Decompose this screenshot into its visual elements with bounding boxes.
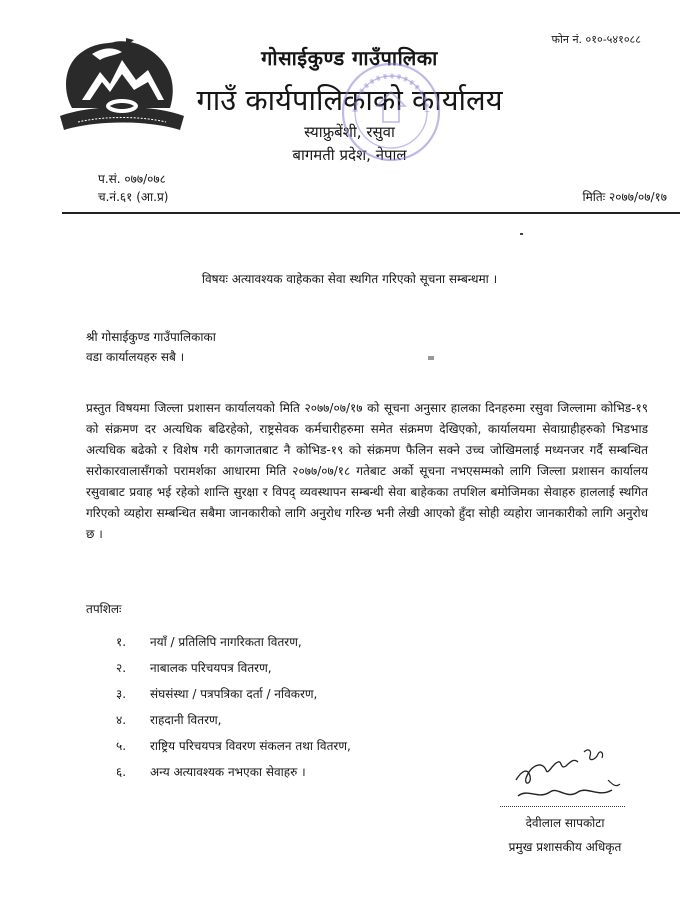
- dispatch-number: च.नं.६१ (आ.प्र): [98, 190, 169, 204]
- list-item: [116, 684, 351, 710]
- list-item-number: ६.: [116, 765, 127, 779]
- list-item-text: राहदानी वितरण,: [150, 713, 222, 727]
- office-seal-stamp: [337, 58, 445, 166]
- letter-date: मितिः २०७७/०७/१७: [582, 190, 667, 204]
- list-item: [116, 632, 351, 658]
- list-item-text: नयाँ / प्रतिलिपि नागरिकता वितरण,: [150, 635, 302, 649]
- header-divider: [62, 212, 680, 214]
- list-title: तपशिलः: [86, 602, 122, 616]
- office-title: गाउँ कार्यपालिकाको कार्यालय: [196, 83, 503, 117]
- list-item-text: अन्य अत्यावश्यक नभएका सेवाहरु ।: [150, 765, 306, 779]
- service-list: [116, 632, 351, 788]
- address-line-1: स्याफ्रुबेंशी, रसुवा: [304, 123, 395, 141]
- office-name: गोसाईकुण्ड गाउँपालिका: [261, 46, 438, 70]
- handwritten-signature: [508, 740, 628, 810]
- letter-number: प.सं. ०७७/०७८: [98, 172, 166, 186]
- subject-line: विषयः अत्यावश्यक वाहेकका सेवा स्थगित गरिएको सूचना सम्बन्धमा ।: [201, 272, 498, 286]
- list-item: [116, 658, 351, 684]
- list-item: [116, 736, 351, 762]
- list-item-text: संघसंस्था / पत्रपत्रिका दर्ता / नविकरण,: [150, 687, 318, 701]
- list-item: [116, 762, 351, 788]
- recipient-line-1: श्री गोसाईकुण्ड गाउँपालिकाका: [86, 330, 216, 344]
- list-item-text: राष्ट्रिय परिचयपत्र विवरण संकलन तथा वितरण,: [150, 739, 351, 753]
- signature-line: [500, 806, 625, 807]
- signer-name: देवीलाल सापकोटा: [525, 816, 605, 830]
- list-item-text: नाबालक परिचयपत्र वितरण,: [150, 661, 272, 675]
- signer-title: प्रमुख प्रशासकीय अधिकृत: [508, 840, 622, 854]
- address-line-2: बागमती प्रदेश, नेपाल: [292, 146, 407, 164]
- list-item: [116, 710, 351, 736]
- list-item-number: ५.: [116, 739, 127, 753]
- letter-body: प्रस्तुत विषयमा जिल्ला प्रशासन कार्यालयको मिति २०७७/०७/१७ को सूचना अनुसार हालका दिनहरुमा रसुवा जिल्लामा कोभिड-१९ को संक्रमण दर अत्यधिक बढिरहेको, राष्ट्रसेवक कर्मचारीहरुमा समेत संक्रमण देखिएको, कार्यालयमा सेवाग्राहीहरुको भिडभाड अत्यधिक बढेको र विशेष गरी कागजातबाट नै कोभिड-१९ को संक्रमण फैलिन सक्ने उच्च जोखिमलाई मध्यनजर गर्दै सम्बन्धित सरोकारवालासँगको परामर्शका आधारमा मिति २०७७/०७/१८ गतेबाट अर्को सूचना नभएसम्मको लागि जिल्ला प्रशासन कार्यालय रसुवाबाट प्रवाह भई रहेको शान्ति सुरक्षा र विपद् व्यवस्थापन सम्बन्धी सेवा बाहेकका तपशिल बमोजिमका सेवाहरु हाललाई स्थगित गरिएको व्यहोरा सम्बन्धित सबैमा जानकारीको लागि अनुरोध गरिन्छ भनी लेखी आएको हुँदा सोही व्यहोरा जानकारीको लागि अनुरोध छ ।: [86, 401, 648, 541]
- list-item-number: ३.: [116, 687, 127, 701]
- list-item-number: २.: [116, 661, 127, 675]
- list-item-number: १.: [116, 635, 127, 649]
- recipient-line-2: वडा कार्यालयहरु सबै ।: [86, 350, 185, 364]
- phone-number: फोन नं. ०१०-५४१०८८: [551, 33, 641, 46]
- list-item-number: ४.: [116, 713, 127, 727]
- scan-speck: [520, 233, 523, 235]
- scan-speck: [428, 356, 434, 360]
